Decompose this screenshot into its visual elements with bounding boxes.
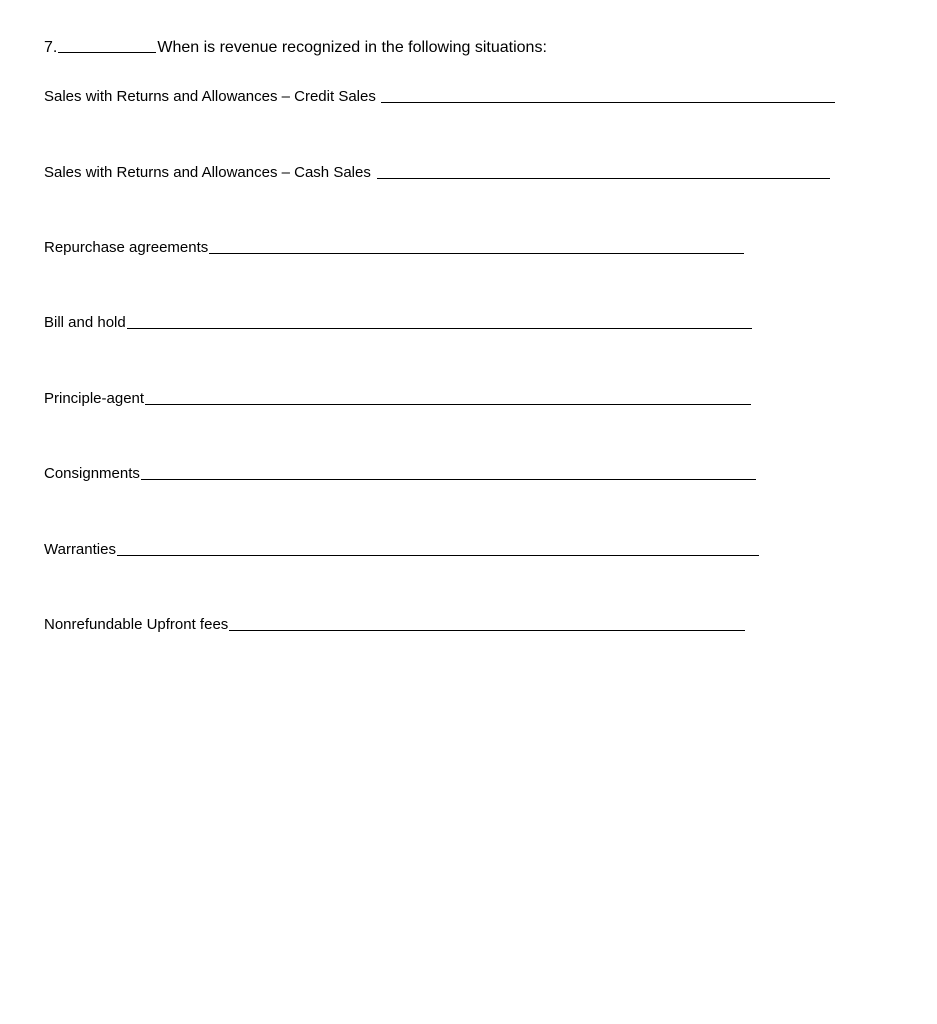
answer-row-warranties bbox=[44, 537, 759, 559]
answer-blank[interactable] bbox=[117, 555, 759, 556]
answer-row-bill-and-hold bbox=[44, 310, 752, 332]
answer-blank[interactable] bbox=[145, 404, 751, 405]
answer-label: Principle-agent bbox=[44, 390, 145, 407]
answer-blank[interactable] bbox=[377, 178, 830, 179]
answer-row-credit-sales bbox=[44, 84, 835, 106]
answer-label: Repurchase agreements bbox=[44, 239, 209, 256]
answer-blank[interactable] bbox=[209, 253, 744, 254]
answer-blank[interactable] bbox=[229, 630, 745, 631]
answer-blank[interactable] bbox=[127, 328, 752, 329]
answer-row-nonrefundable-upfront-fees bbox=[44, 612, 745, 634]
answer-label: Nonrefundable Upfront fees bbox=[44, 616, 229, 633]
answer-label: Bill and hold bbox=[44, 314, 126, 331]
answer-blank[interactable] bbox=[381, 102, 835, 103]
answer-label: Warranties bbox=[44, 541, 116, 558]
answer-label: Sales with Returns and Allowances – Credit Sales bbox=[44, 88, 376, 105]
answer-blank[interactable] bbox=[141, 479, 756, 480]
question-header bbox=[44, 35, 547, 57]
question-number: 7. bbox=[44, 39, 58, 56]
answer-row-consignments bbox=[44, 461, 756, 483]
question-answer-blank[interactable] bbox=[58, 52, 156, 53]
answer-label: Consignments bbox=[44, 465, 140, 482]
question-prompt: When is revenue recognized in the following situations: bbox=[157, 39, 547, 56]
answer-row-principle-agent bbox=[44, 386, 751, 408]
answer-row-repurchase-agreements bbox=[44, 235, 744, 257]
answer-row-cash-sales bbox=[44, 160, 830, 182]
answer-label: Sales with Returns and Allowances – Cash Sales bbox=[44, 164, 371, 181]
